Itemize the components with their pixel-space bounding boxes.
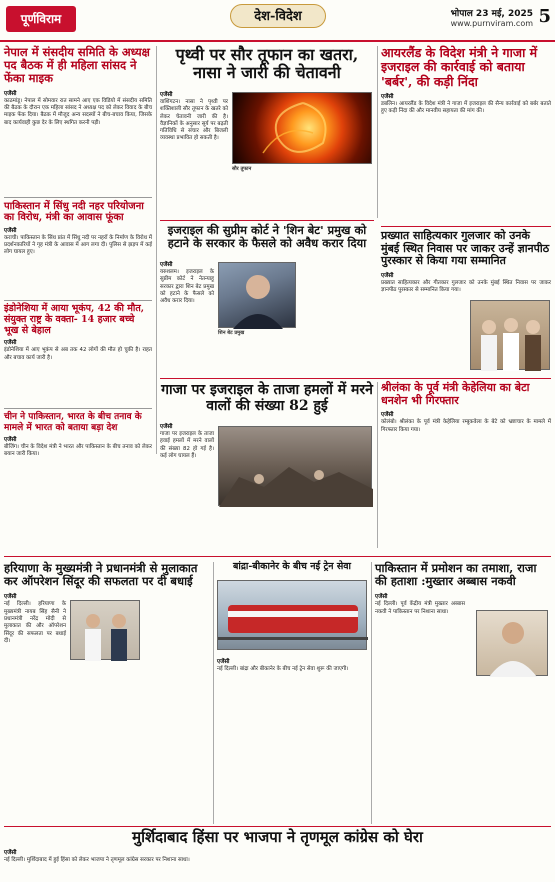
china-headline: चीन ने पाकिस्तान, भारत के बीच तनाव के मामले में भारत को बताया बड़ा देश (4, 412, 142, 433)
divider (4, 408, 152, 409)
indonesia-dateline: एजेंसी (4, 340, 17, 347)
solar-storm-photo (232, 92, 372, 164)
left-column (4, 45, 152, 458)
section-title: देश-विदेश (230, 4, 326, 28)
murshidabad-headline: मुर्शिदाबाद हिंसा पर भाजपा ने तृणमूल कांग्रेस को घेरा (132, 828, 423, 846)
divider (160, 220, 374, 221)
indonesia-body: इंडोनेशिया में आए भूकंप से अब तक 42 लोगों की मौत हो चुकी है। राहत और बचाव कार्य जारी है। (4, 347, 152, 361)
nepal-dateline: एजेंसी (4, 90, 17, 97)
gaza-body: गाजा पर इजराइल के ताजा हवाई हमलों में मरने वालों की संख्या 82 हो गई है। कई लोग घायल हैं। (160, 431, 214, 459)
group-photo-icon (471, 301, 551, 371)
shin-bet-body: यरुशलम। इजराइल के सुप्रीम कोर्ट ने नेतन्याहू सरकार द्वारा शिन बेट प्रमुख को हटाने के फैसले को अवैध करार दिया। (160, 269, 214, 305)
naqvi-photo (476, 610, 548, 676)
shin-bet-dateline: एजेंसी (160, 262, 173, 268)
column-rule (377, 46, 378, 218)
haryana-body: नई दिल्ली। हरियाणा के मुख्यमंत्री नायब सिंह सैनी ने प्रधानमंत्री नरेंद्र मोदी से मुलाकात की और ऑपरेशन सिंदूर की सफलता पर बधाई दी। (4, 601, 66, 644)
nepal-headline: नेपाल में संसदीय समिति के अध्यक्ष पद बैठक में ही महिला सांसद ने फेंका माइक (4, 45, 150, 86)
naqvi-headline: पाकिस्तान में प्रमोशन का तमाशा, राजा की हताशा :मुख्तार अब्बास नकवी (375, 561, 537, 589)
indonesia-headline: इंडोनेशिया में आया भूकंप, 42 की मौत, संयुक्त राष्ट्र के वक्ता- 14 हजार बच्चे भूख से बेहाल (4, 302, 145, 336)
shin-bet-photo (218, 262, 296, 328)
sun-flare-icon (233, 93, 373, 165)
solar-storm-body: वाशिंगटन। नासा ने पृथ्वी पर शक्तिशाली सौर तूफान के खतरे को लेकर चेतावनी जारी की है। वैज्ञानिकों के अनुसार सूर्य पर बढ़ती गतिविधि से संचार और बिजली व्यवस्था प्रभावित हो सकती है। (160, 99, 228, 142)
sindh-body: कराची। पाकिस्तान के सिंध प्रांत में सिंधु नदी पर नहरों के निर्माण के विरोध में प्रदर्शनकारियों ने गृह मंत्री के आवास में आग लगा दी। पुलिस से झड़प में कई लोग घायल हुए। (4, 234, 152, 256)
column-rule (371, 562, 372, 824)
train-body: नई दिल्ली। बांद्रा और बीकानेर के बीच नई ट्रेन सेवा शुरू की जाएगी। (217, 665, 349, 672)
sri-lanka-headline: श्रीलंका के पूर्व मंत्री केहेलिया का बेटा धनशेन भी गिरफ्तार (381, 381, 530, 407)
train-headline: बांद्रा-बीकानेर के बीच नई ट्रेन सेवा (232, 561, 352, 572)
haryana-headline: हरियाणा के मुख्यमंत्री ने प्रधानमंत्री से मुलाकात कर ऑपरेशन सिंदूर की सफलता पर दी बधाई (4, 561, 198, 589)
nepal-body: काठमांडू। नेपाल में सोमवार रात सामने आए एक विडियो में संसदीय समिति की बैठक के दौरान एक महिला सांसद ने अध्यक्ष पद को लेकर विवाद के बीच माइक फेंक दिया। बैठक में मौजूद अन्य सदस्यों ने बीच-बचाव किया, जिसके बाद कार्यवाही कुछ देर के लिए स्थगित करनी पड़ी। (4, 97, 152, 126)
gulzar-body: प्रख्यात साहित्यकार और गीतकार गुलजार को उनके मुंबई स्थित निवास पर जाकर ज्ञानपीठ पुरस्कार से सम्मानित किया गया। (381, 279, 551, 294)
sindh-headline: पाकिस्तान में सिंधु नदी नहर परियोजना का विरोध, मंत्री का आवास फूंका (4, 200, 144, 224)
person-portrait-icon (477, 611, 549, 677)
solar-storm-headline: पृथ्वी पर सौर तूफान का खतरा, नासा ने जारी की चेतावनी (175, 45, 359, 83)
solar-storm-story (160, 46, 374, 216)
sindh-dateline: एजेंसी (4, 227, 17, 234)
sri-lanka-dateline: एजेंसी (381, 412, 394, 419)
divider (160, 378, 551, 379)
gulzar-headline: प्रख्यात साहित्यकार गुलजार को उनके मुंबई स्थित निवास पर जाकर उन्हें ज्ञानपीठ पुरस्कार से किया गया सम्मानित (381, 229, 550, 268)
naqvi-body: नई दिल्ली। पूर्व केंद्रीय मंत्री मुख्तार अब्बास नकवी ने पाकिस्तान पर निशाना साधा। (375, 601, 465, 615)
divider (4, 826, 551, 827)
masthead (0, 0, 555, 42)
shin-bet-story (160, 224, 374, 374)
murshidabad-body: नई दिल्ली। मुर्शिदाबाद में हुई हिंसा को लेकर भाजपा ने तृणमूल कांग्रेस सरकार पर निशाना साधा। (4, 857, 190, 864)
train-icon (218, 581, 368, 651)
newspaper-logo: पूर्णविराम (6, 6, 76, 32)
gulzar-dateline: एजेंसी (381, 272, 394, 279)
divider (381, 226, 551, 227)
page-number: 5 (538, 6, 551, 27)
ireland-dateline: एजेंसी (381, 94, 394, 101)
meeting-photo-icon (71, 601, 141, 661)
ireland-body: डबलिन। आयरलैंड के विदेश मंत्री ने गाजा में इजराइल की सैन्य कार्रवाई को बर्बर बताते हुए कड़ी निंदा की और मानवीय सहायता की मांग की। (381, 101, 551, 115)
shin-bet-headline: इजराइल की सुप्रीम कोर्ट ने 'शिन बेट' प्रमुख को हटाने के सरकार के फैसले को अवैध करार दिया (167, 223, 367, 251)
train-photo (217, 580, 367, 650)
haryana-photo (70, 600, 140, 660)
solar-storm-dateline: एजेंसी (160, 92, 173, 98)
haryana-dateline: एजेंसी (4, 594, 17, 601)
china-dateline: एजेंसी (4, 437, 17, 444)
person-portrait-icon (219, 263, 297, 329)
sri-lanka-story (381, 382, 551, 548)
gaza-story (160, 382, 374, 552)
gulzar-photo (470, 300, 550, 370)
gaza-photo (218, 426, 372, 506)
divider (4, 197, 152, 198)
china-body: बीजिंग। चीन के विदेश मंत्री ने भारत और पाकिस्तान के बीच तनाव को लेकर बयान जारी किया। (4, 444, 152, 458)
murshidabad-dateline: एजेंसी (4, 850, 17, 857)
column-rule (377, 382, 378, 548)
website-url: www.purnviram.com (450, 19, 533, 28)
naqvi-story (375, 562, 551, 822)
train-dateline: एजेंसी (217, 658, 230, 665)
issue-dateline (451, 6, 533, 28)
rubble-photo-icon (219, 427, 373, 507)
shin-bet-caption: शिन बेट प्रमुख (218, 330, 245, 336)
issue-date: भोपाल 23 मई, 2025 (450, 9, 533, 19)
naqvi-dateline: एजेंसी (375, 594, 388, 601)
column-rule (213, 562, 214, 824)
gaza-headline: गाजा पर इजराइल के ताजा हमलों में मरने वालों की संख्या 82 हुई (161, 382, 373, 415)
ireland-headline: आयरलैंड के विदेश मंत्री ने गाजा में इजराइल की कार्रवाई को बताया 'बर्बर', की कड़ी निंदा (381, 45, 538, 89)
murshidabad-story (4, 829, 551, 879)
sri-lanka-body: कोलंबो। श्रीलंका के पूर्व मंत्री केहेलिया रम्बुकवेला के बेटे को भ्रष्टाचार के मामले में गिरफ्तार किया गया। (381, 419, 551, 433)
column-rule (156, 46, 157, 454)
solar-storm-caption: सौर तूफान (232, 166, 252, 172)
divider (4, 556, 551, 557)
divider (4, 300, 152, 301)
gaza-dateline: एजेंसी (160, 424, 173, 430)
